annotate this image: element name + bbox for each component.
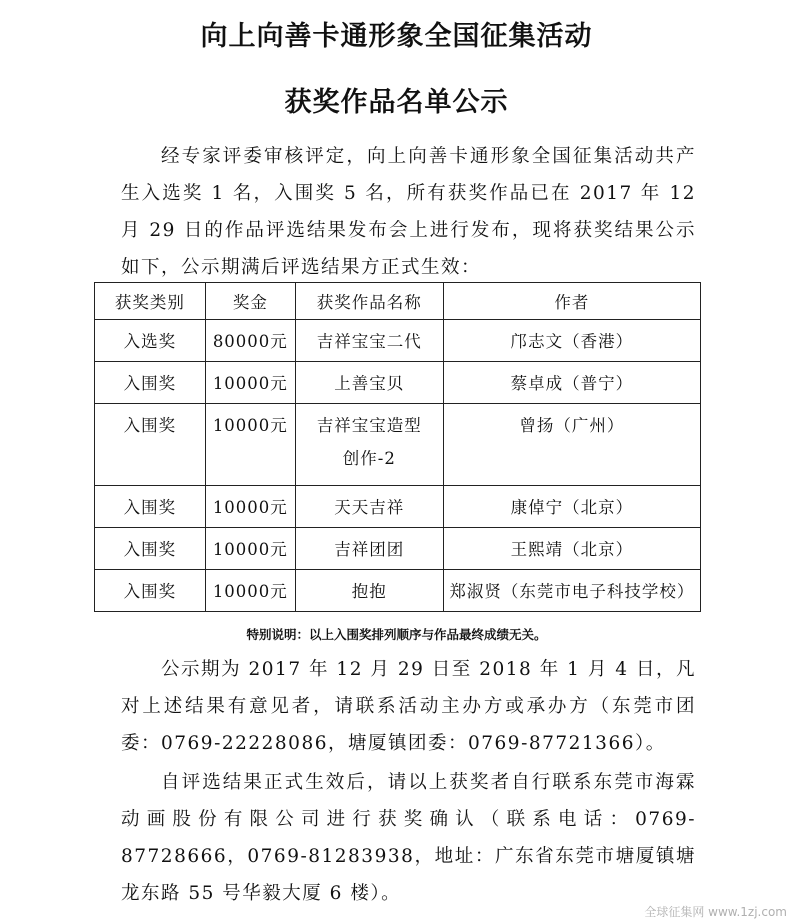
cell-category: 入围奖	[95, 528, 206, 570]
cell-category: 入选奖	[95, 320, 206, 362]
cell-prize: 10000元	[205, 486, 295, 528]
special-note: 特别说明：以上入围奖排列顺序与作品最终成绩无关。	[246, 627, 547, 642]
header-author: 作者	[443, 283, 700, 320]
table-row	[95, 404, 701, 486]
cell-category: 入围奖	[95, 404, 206, 486]
intro-paragraph: 经专家评委审核评定，向上向善卡通形象全国征集活动共产生入选奖 1 名，入围奖 5 名，所有获奖作品已在 2017 年 12 月 29 日的作品评选结果发布会上进行发布，现将获奖结果公示如下，公示期满后评选结果方正式生效：	[121, 146, 696, 278]
cell-work: 上善宝贝	[295, 362, 443, 404]
watermark: 全球征集网 www.1zj.com	[644, 905, 787, 919]
cell-author: 王熙靖（北京）	[443, 528, 700, 570]
cell-work: 吉祥宝宝二代	[295, 320, 443, 362]
cell-category: 入围奖	[95, 486, 206, 528]
cell-prize: 10000元	[205, 404, 295, 486]
table-row	[95, 528, 701, 570]
table-header-row	[95, 283, 701, 320]
table-row	[95, 362, 701, 404]
table-row	[95, 570, 701, 612]
notice-period-paragraph: 公示期为 2017 年 12 月 29 日至 2018 年 1 月 4 日，凡对上述结果有意见者，请联系活动主办方或承办方（东莞市团委：0769-22228086，塘厦镇团委：0769-87721366）。	[121, 659, 696, 754]
cell-author: 郑淑贤（东莞市电子科技学校）	[443, 570, 700, 612]
table-row	[95, 486, 701, 528]
cell-prize: 10000元	[205, 362, 295, 404]
cell-work: 抱抱	[295, 570, 443, 612]
cell-category: 入围奖	[95, 362, 206, 404]
cell-author: 邝志文（香港）	[443, 320, 700, 362]
cell-author: 蔡卓成（普宁）	[443, 362, 700, 404]
header-work: 获奖作品名称	[295, 283, 443, 320]
awards-table	[94, 282, 701, 612]
cell-prize: 10000元	[205, 570, 295, 612]
header-prize: 奖金	[205, 283, 295, 320]
cell-work: 天天吉祥	[295, 486, 443, 528]
document-title-line1: 向上向善卡通形象全国征集活动	[200, 21, 593, 52]
confirmation-paragraph: 自评选结果正式生效后，请以上获奖者自行联系东莞市海霖动画股份有限公司进行获奖确认（联系电话：0769-87728666，0769-81283938，地址：广东省东莞市塘厦镇塘龙东路 55 号华毅大厦 6 楼）。	[121, 772, 696, 904]
cell-work: 吉祥团团	[295, 528, 443, 570]
cell-author: 康倬宁（北京）	[443, 486, 700, 528]
header-category: 获奖类别	[95, 283, 206, 320]
cell-category: 入围奖	[95, 570, 206, 612]
cell-prize: 80000元	[205, 320, 295, 362]
cell-prize: 10000元	[205, 528, 295, 570]
table-row	[95, 320, 701, 362]
cell-author: 曾扬（广州）	[443, 404, 700, 486]
cell-work: 吉祥宝宝造型创作-2	[295, 404, 443, 486]
document-title-line2: 获奖作品名单公示	[284, 87, 509, 118]
